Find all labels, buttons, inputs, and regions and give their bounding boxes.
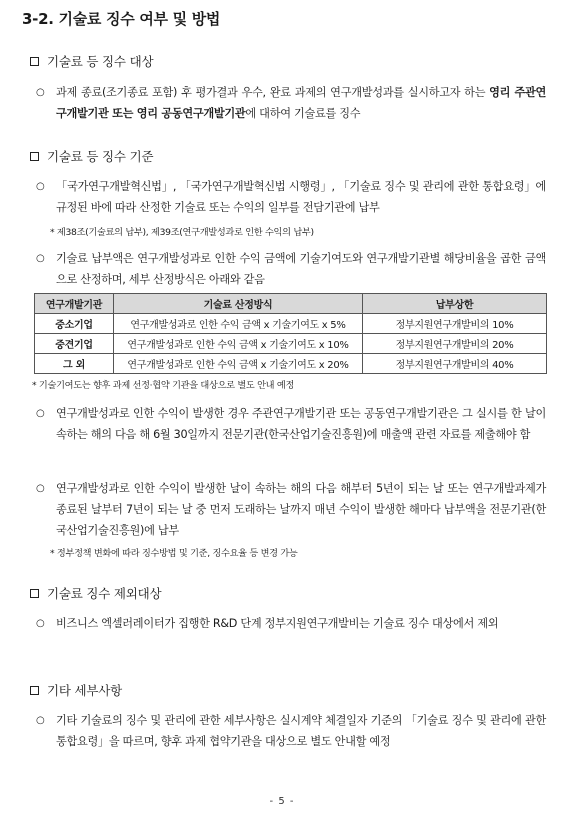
bullet-text: 기술료 납부액은 연구개발성과로 인한 수익 금액에 기술기여도와 연구개발기관별 해당비율을 곱한 금액으로 산정하며, 세부 산정방식은 아래와 같음 — [56, 252, 546, 286]
table-header-cell: 납부상한 — [363, 294, 547, 314]
bullet-paragraph — [36, 478, 546, 541]
footnote: * 제38조(기술료의 납부), 제39조(연구개발성과로 인한 수익의 납부) — [50, 227, 314, 238]
table-cell-method: 연구개발성과로 인한 수익 금액 x 기술기여도 x 20% — [114, 354, 363, 374]
bullet-text: 연구개발성과로 인한 수익이 발생한 경우 주관연구개발기관 또는 공동연구개발기관은 그 실시를 한 날이 속하는 해의 다음 해 6월 30일까지 전문기관(한국산업기술진흥원)에 매출액 관련 자료를 제출해야 함 — [56, 407, 546, 441]
circle-bullet-icon: ○ — [36, 181, 45, 192]
section-heading-exclusion — [30, 584, 161, 602]
table-row — [35, 334, 547, 354]
table-cell-org: 중소기업 — [35, 314, 114, 334]
bullet-paragraph — [36, 82, 546, 124]
circle-bullet-icon: ○ — [36, 408, 45, 419]
section-heading-label: 기술료 징수 제외대상 — [47, 586, 162, 601]
table-cell-org: 중견기업 — [35, 334, 114, 354]
table-cell-cap: 정부지원연구개발비의 20% — [363, 334, 547, 354]
circle-bullet-icon: ○ — [36, 618, 45, 629]
section-heading-other — [30, 681, 122, 699]
checkbox-square-icon — [30, 686, 39, 695]
bullet-paragraph — [36, 176, 546, 218]
circle-bullet-icon: ○ — [36, 715, 45, 726]
bullet-paragraph — [36, 248, 546, 290]
bullet-text: 「국가연구개발혁신법」, 「국가연구개발혁신법 시행령」, 「기술료 징수 및 관리에 관한 통합요령」에 규정된 바에 따라 산정한 기술료 또는 수익의 일부를 전담기관에 납부 — [56, 180, 546, 214]
table-cell-org: 그 외 — [35, 354, 114, 374]
footnote: * 정부정책 변화에 따라 징수방법 및 기준, 징수요율 등 변경 가능 — [50, 548, 298, 559]
fee-calculation-table — [34, 293, 547, 374]
page-title: 3-2. 기술료 징수 여부 및 방법 — [22, 10, 221, 28]
section-heading-target — [30, 52, 153, 70]
table-cell-cap: 정부지원연구개발비의 40% — [363, 354, 547, 374]
table-header-row — [35, 294, 547, 314]
circle-bullet-icon: ○ — [36, 87, 45, 98]
checkbox-square-icon — [30, 152, 39, 161]
table-cell-method: 연구개발성과로 인한 수익 금액 x 기술기여도 x 5% — [114, 314, 363, 334]
table-cell-method: 연구개발성과로 인한 수익 금액 x 기술기여도 x 10% — [114, 334, 363, 354]
table-row — [35, 314, 547, 334]
section-heading-label: 기타 세부사항 — [47, 683, 123, 698]
table-row — [35, 354, 547, 374]
table-header-cell: 기술료 산정방식 — [114, 294, 363, 314]
section-heading-label: 기술료 등 징수 기준 — [47, 149, 154, 164]
checkbox-square-icon — [30, 589, 39, 598]
checkbox-square-icon — [30, 57, 39, 66]
bullet-text: 과제 종료(조기종료 포함) 후 평가결과 우수, 완료 과제의 연구개발성과를 실시하고자 하는 영리 주관연구개발기관 또는 영리 공동연구개발기관에 대하여 기술료를 징수 — [56, 86, 546, 120]
bullet-text: 비즈니스 엑셀러레이터가 집행한 R&D 단계 정부지원연구개발비는 기술료 징수 대상에서 제외 — [56, 617, 499, 630]
section-heading-label: 기술료 등 징수 대상 — [47, 54, 154, 69]
page-number: - 5 - — [269, 796, 295, 807]
bold-emphasis: 영리 주관연구개발기관 또는 영리 공동연구개발기관 — [56, 86, 546, 120]
circle-bullet-icon: ○ — [36, 483, 45, 494]
bullet-text: 기타 기술료의 징수 및 관리에 관한 세부사항은 실시계약 체결일자 기준의 「기술료 징수 및 관리에 관한 통합요령」을 따르며, 향후 과제 협약기관을 대상으로 별도 안내할 예정 — [56, 714, 546, 748]
bullet-paragraph — [36, 403, 546, 445]
bullet-paragraph — [36, 613, 546, 634]
table-header-cell: 연구개발기관 — [35, 294, 114, 314]
table-cell-cap: 정부지원연구개발비의 10% — [363, 314, 547, 334]
circle-bullet-icon: ○ — [36, 253, 45, 264]
bullet-paragraph — [36, 710, 546, 752]
footnote: * 기술기여도는 향후 과제 선정·협약 기관을 대상으로 별도 안내 예정 — [32, 380, 295, 391]
section-heading-criteria — [30, 147, 153, 165]
bullet-text: 연구개발성과로 인한 수익이 발생한 날이 속하는 해의 다음 해부터 5년이 되는 날 또는 연구개발과제가 종료된 날부터 7년이 되는 날 중 먼저 도래하는 날까지 매년 수익이 발생한 해마다 납부액을 전문기관(한국산업기술진흥원)에 납부 — [56, 482, 546, 537]
